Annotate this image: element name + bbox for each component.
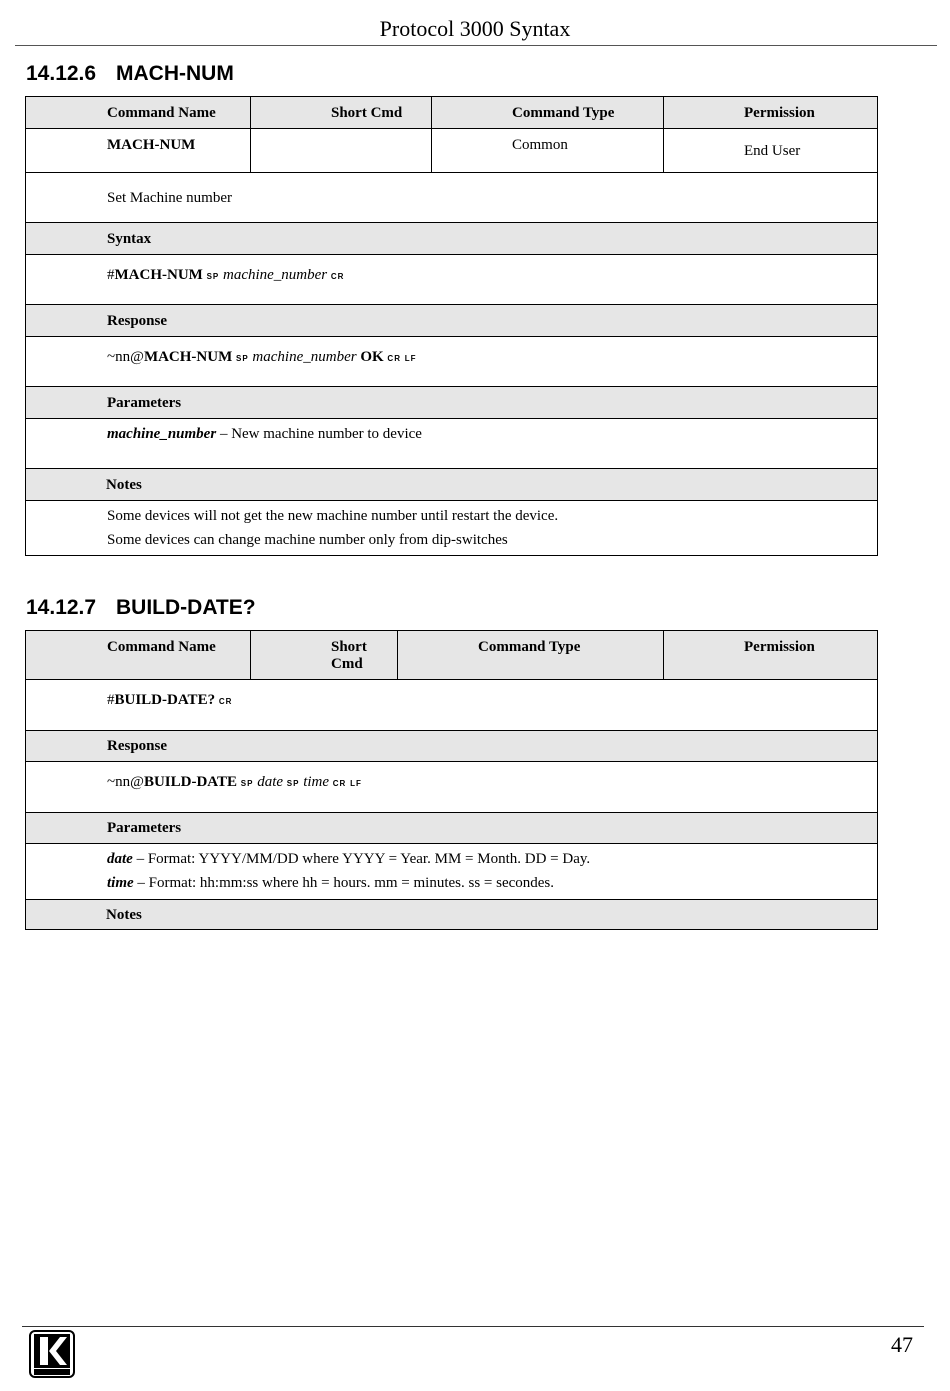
- section-title: BUILD-DATE?: [116, 596, 256, 619]
- permission-cell: End User: [664, 129, 878, 173]
- parameter-text: machine_number – New machine number to device: [107, 426, 422, 442]
- command-name-cell: MACH-NUM: [26, 129, 251, 173]
- response-label: Response: [107, 738, 168, 754]
- syntax-label-row: [26, 223, 878, 255]
- notes-label-row: [26, 469, 878, 501]
- build-date-command-table: [25, 630, 878, 930]
- header-divider: [15, 45, 937, 46]
- column-header: Command Type: [398, 631, 664, 680]
- note-line: Some devices can change machine number only from dip-switches: [107, 532, 508, 548]
- response-label-row: [26, 305, 878, 337]
- table-header-row: [26, 631, 878, 680]
- column-header: Permission: [664, 631, 878, 680]
- column-header: Command Name: [26, 631, 251, 680]
- kramer-logo-icon: [29, 1330, 75, 1378]
- column-header: Command Name: [26, 97, 251, 129]
- mach-num-command-table: [25, 96, 878, 556]
- column-header: Command Type: [432, 97, 664, 129]
- response-row: [26, 337, 878, 387]
- section-number: 14.12.6: [26, 62, 97, 85]
- parameters-label: Parameters: [107, 820, 182, 836]
- response-label: Response: [107, 313, 168, 329]
- parameter-text: time – Format: hh:mm:ss where hh = hours. mm = minutes. ss = secondes.: [107, 875, 555, 891]
- section-heading-mach-num: [26, 62, 234, 86]
- short-cmd-cell: [251, 129, 432, 173]
- syntax-text: #BUILD-DATE? CR: [107, 692, 233, 708]
- page-number: 47: [891, 1332, 913, 1357]
- response-text: ~nn@MACH-NUM SP machine_number OK CR LF: [107, 349, 417, 365]
- table-row: [26, 129, 878, 173]
- syntax-label: Syntax: [107, 231, 152, 247]
- syntax-row: [26, 680, 878, 731]
- parameter-text: date – Format: YYYY/MM/DD where YYYY = Year. MM = Month. DD = Day.: [107, 851, 591, 867]
- section-number: 14.12.7: [26, 596, 97, 619]
- table-header-row: [26, 97, 878, 129]
- section-title: MACH-NUM: [116, 62, 234, 85]
- notes-row: [26, 501, 878, 556]
- notes-label: Notes: [106, 907, 142, 923]
- parameters-row: [26, 419, 878, 469]
- parameters-label-row: [26, 387, 878, 419]
- footer-divider: [22, 1326, 924, 1327]
- syntax-row: [26, 255, 878, 305]
- parameters-row: [26, 844, 878, 900]
- command-type-cell: Common: [432, 129, 664, 173]
- description-text: Set Machine number: [107, 190, 232, 206]
- response-row: [26, 762, 878, 813]
- parameters-label-row: [26, 813, 878, 844]
- response-text: ~nn@BUILD-DATE SP date SP time CR LF: [107, 774, 362, 790]
- response-label-row: [26, 731, 878, 762]
- notes-label-row: [26, 900, 878, 930]
- syntax-text: #MACH-NUM SP machine_number CR: [107, 267, 345, 283]
- description-row: [26, 173, 878, 223]
- running-header: Protocol 3000 Syntax: [379, 16, 571, 41]
- column-header: Short Cmd: [251, 631, 398, 680]
- notes-label: Notes: [106, 477, 142, 493]
- column-header: Permission: [664, 97, 878, 129]
- note-line: Some devices will not get the new machine number until restart the device.: [107, 508, 559, 524]
- section-heading-build-date: [26, 596, 256, 620]
- column-header: Short Cmd: [251, 97, 432, 129]
- parameters-label: Parameters: [107, 395, 182, 411]
